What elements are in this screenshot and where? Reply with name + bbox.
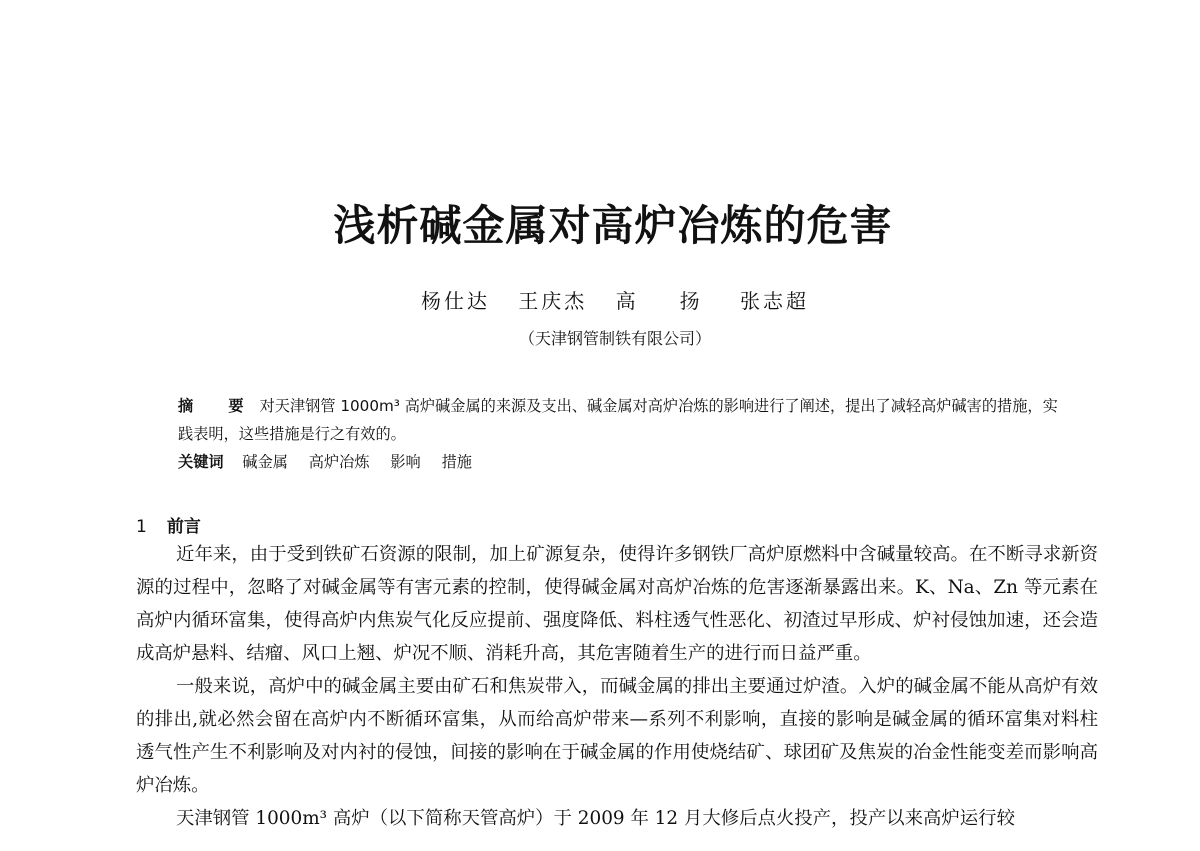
paper-title: 浅析碱金属对高炉冶炼的危害	[333, 201, 893, 250]
author-name: 高 扬	[615, 289, 712, 313]
author-name: 杨仕达	[420, 289, 490, 313]
abstract-block	[178, 392, 1058, 476]
keyword: 高炉冶炼	[308, 453, 370, 471]
section-title: 前言	[166, 517, 201, 537]
keywords	[178, 448, 1058, 476]
abstract	[178, 392, 1058, 448]
body-text	[136, 538, 1098, 835]
affiliation: （天津钢管制铁有限公司）	[518, 329, 711, 348]
keyword: 措施	[441, 453, 472, 471]
author-name: 张志超	[740, 289, 810, 313]
section-number: 1	[136, 517, 147, 537]
abstract-label: 摘 要	[178, 397, 254, 415]
keyword: 影响	[390, 453, 421, 471]
abstract-text: 对天津钢管 1000m³ 高炉碱金属的来源及支出、碱金属对高炉冶炼的影响进行了阐述，提出了减轻高炉碱害的措施，实践表明，这些措施是行之有效的。	[178, 397, 1058, 443]
author-name: 王庆杰	[518, 289, 588, 313]
keywords-label: 关键词	[178, 453, 224, 471]
paragraph: 天津钢管 1000m³ 高炉（以下简称天管高炉）于 2009 年 12 月大修后点火投产，投产以来高炉运行较	[176, 808, 1015, 829]
keyword: 碱金属	[242, 453, 288, 471]
paragraph: 近年来，由于受到铁矿石资源的限制，加上矿源复杂，使得许多钢铁厂高炉原燃料中含碱量较高。在不断寻求新资源的过程中，忽略了对碱金属等有害元素的控制，使得碱金属对高炉冶炼的危害逐渐暴露出来。K、Na、Zn 等元素在高炉内循环富集，使得高炉内焦炭气化反应提前、强度降低、料柱透气性恶化、初渣过早形成、炉衬侵蚀加速，还会造成高炉悬料、结瘤、风口上翘、炉况不顺、消耗升高，其危害随着生产的进行而日益严重。	[136, 544, 1098, 664]
paragraph: 一般来说，高炉中的碱金属主要由矿石和焦炭带入，而碱金属的排出主要通过炉渣。入炉的碱金属不能从高炉有效的排出,就必然会留在高炉内不断循环富集，从而给高炉带来—系列不利影响，直接的影响是碱金属的循环富集对料柱透气性产生不利影响及对内衬的侵蚀，间接的影响在于碱金属的作用使烧结矿、球团矿及焦炭的冶金性能变差而影响高炉冶炼。	[136, 676, 1098, 796]
author-list	[0, 285, 1200, 314]
section-heading	[136, 512, 201, 537]
